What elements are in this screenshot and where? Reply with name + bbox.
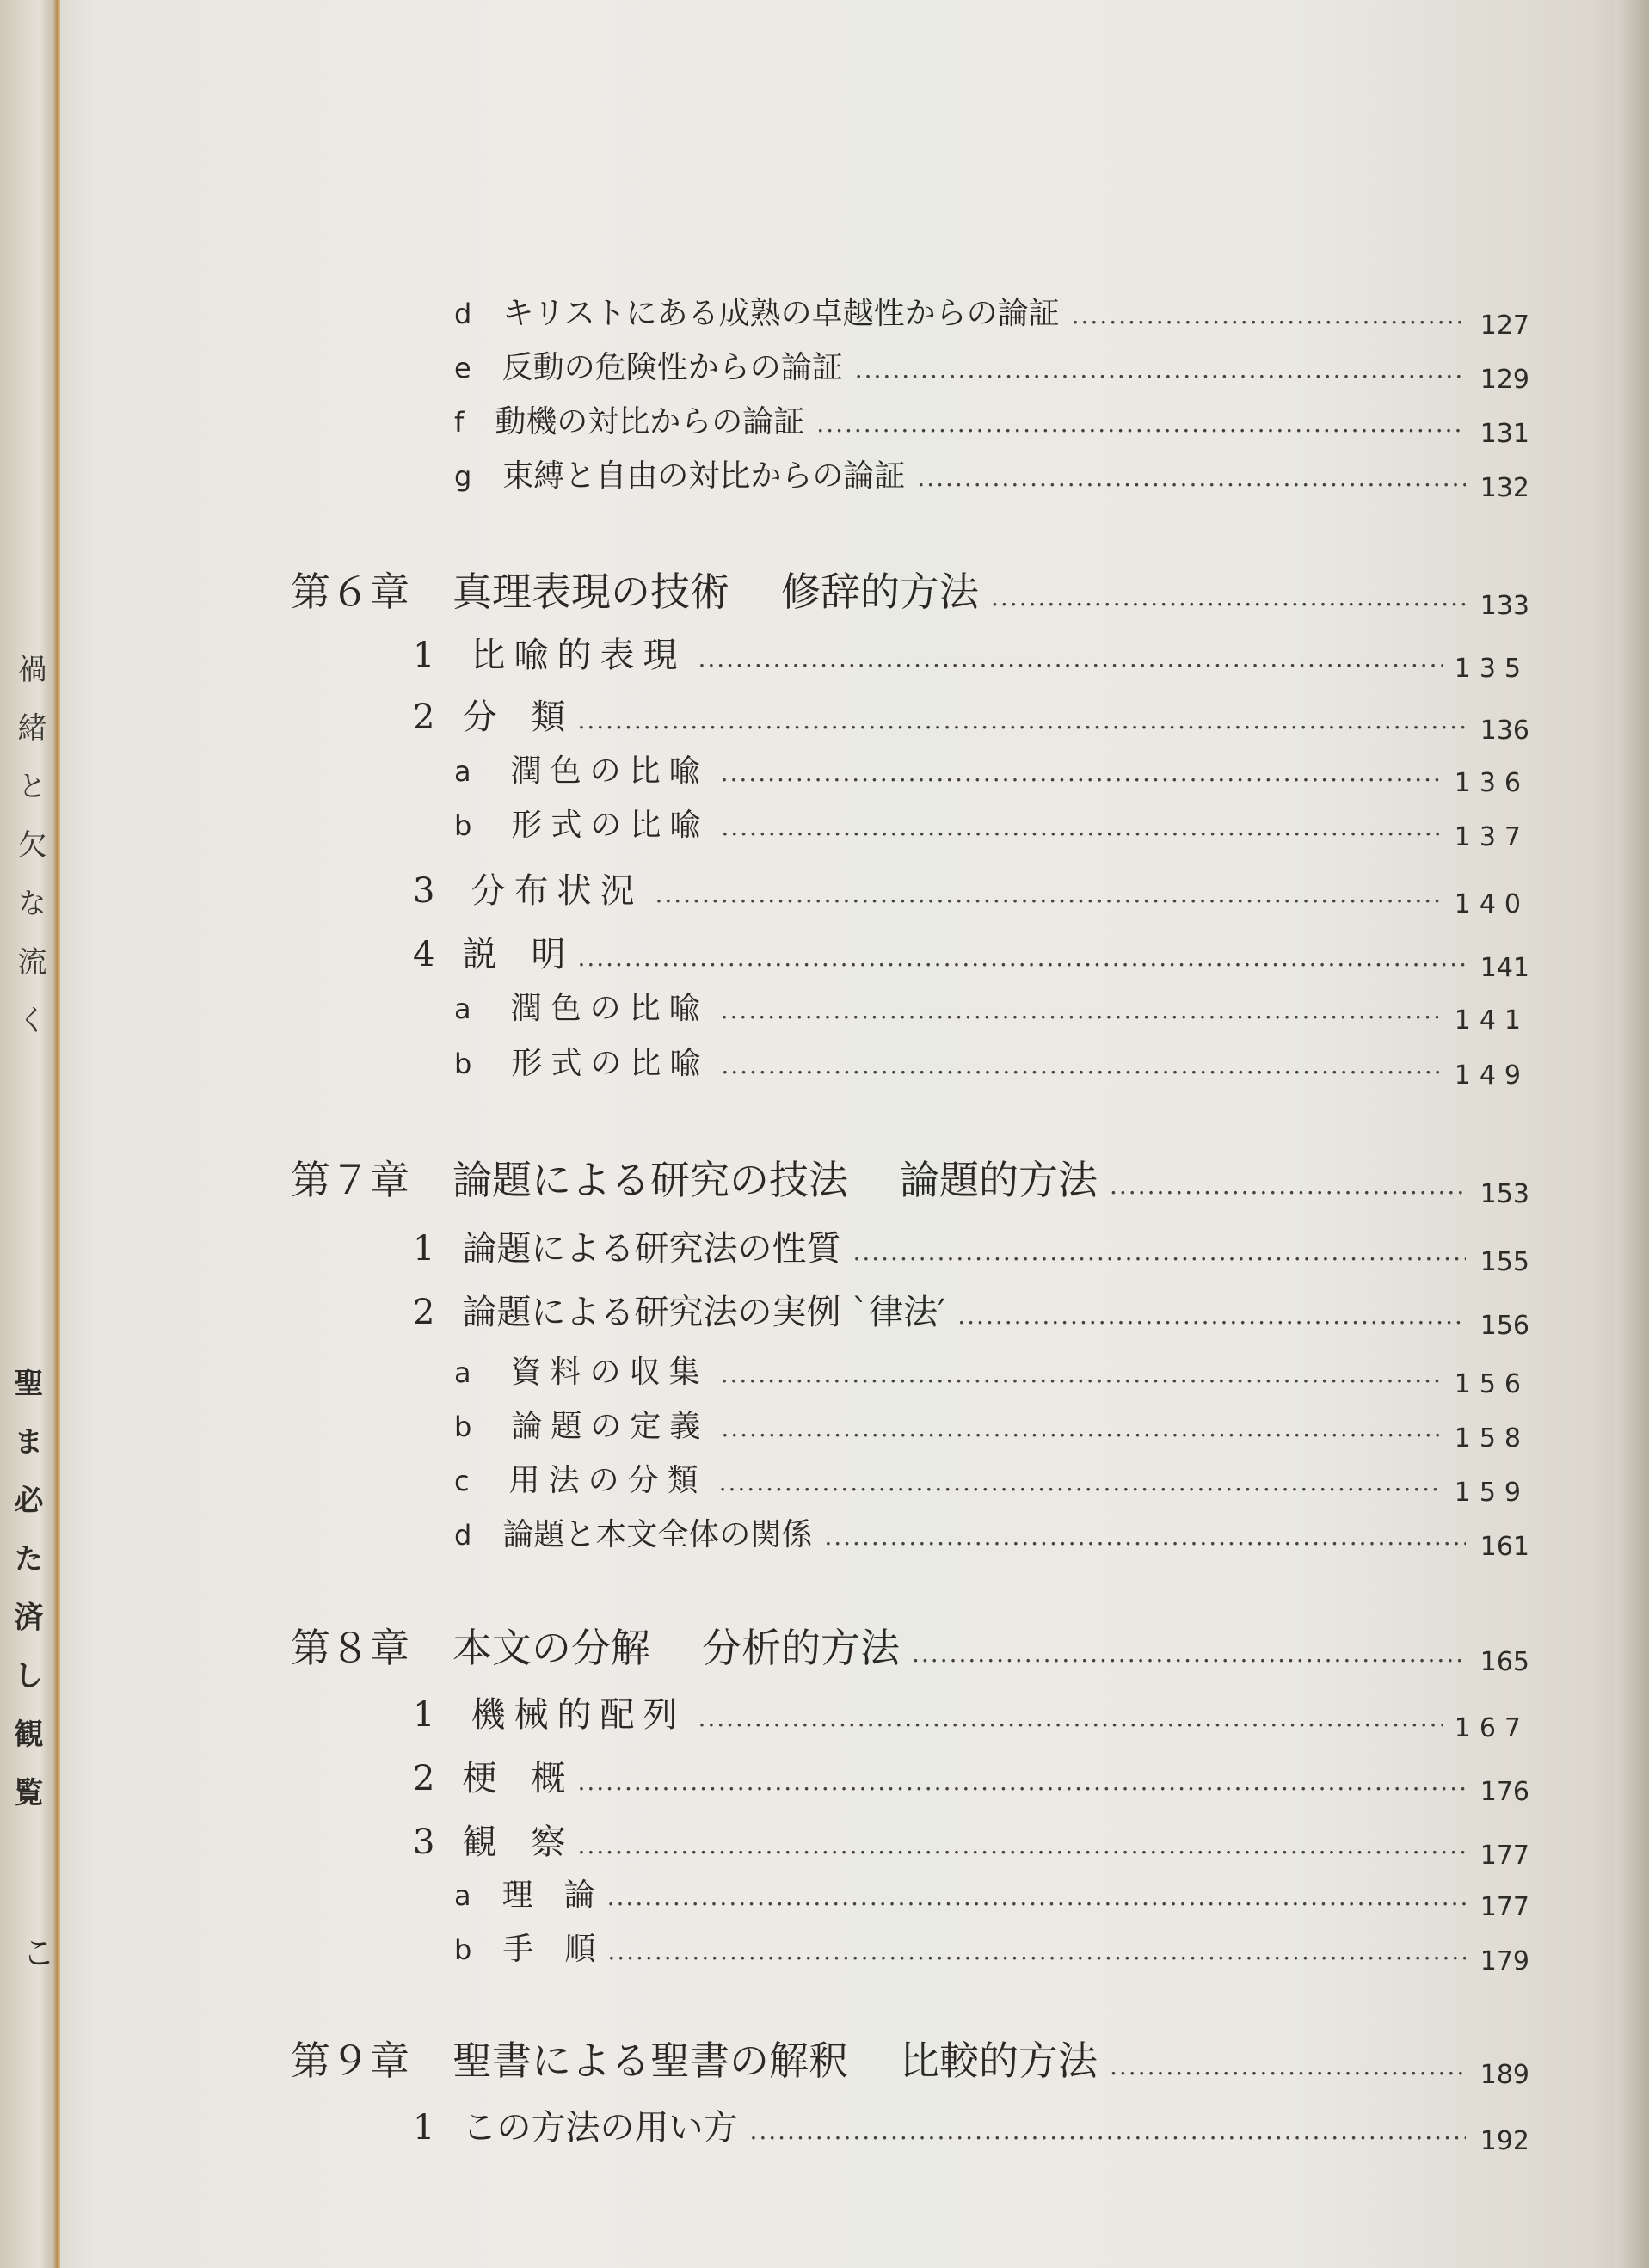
dot-leader	[1110, 2052, 1466, 2081]
toc-title: 観 察	[462, 1822, 566, 1862]
dot-leader	[577, 706, 1466, 734]
toc-marker: b	[454, 809, 481, 842]
page-number: 129	[1480, 365, 1529, 395]
toc-title: 理 論	[501, 1878, 595, 1913]
toc-entry	[413, 2100, 1529, 2156]
toc-title: この方法の用い方	[462, 2108, 738, 2148]
toc-entry	[454, 1510, 1529, 1562]
page-number: 133	[1480, 591, 1529, 621]
page-number: 136	[1480, 716, 1529, 746]
page-number: 153	[1480, 1179, 1529, 1209]
toc-entry	[454, 1925, 1529, 1976]
dot-leader	[577, 943, 1466, 972]
page-number: 161	[1480, 1532, 1529, 1562]
dot-leader	[855, 355, 1466, 384]
toc-marker: 1	[413, 636, 444, 675]
toc-entry	[454, 1039, 1529, 1091]
toc-title: 論題と本文全体の関係	[502, 1517, 813, 1552]
page-number: 135	[1454, 654, 1529, 684]
chapter-heading	[291, 1617, 1529, 1677]
dot-leader	[721, 1360, 1443, 1388]
page-number: 177	[1480, 1892, 1529, 1922]
toc-marker: 3	[413, 1822, 435, 1862]
toc-marker: b	[454, 1933, 472, 1966]
toc-entry	[413, 1221, 1529, 1277]
toc-entry	[454, 1348, 1529, 1399]
toc-marker: g	[454, 460, 472, 493]
page-number: 141	[1454, 1005, 1529, 1036]
dot-leader	[698, 1704, 1442, 1732]
toc-marker: 4	[413, 935, 435, 974]
dot-leader	[719, 1468, 1443, 1497]
chapter-number: 第６章	[291, 569, 409, 615]
toc-marker: a	[454, 993, 480, 1025]
toc-marker: b	[454, 1411, 481, 1443]
toc-entry	[413, 628, 1529, 684]
chapter-subtitle: 論題的方法	[900, 1157, 1098, 1203]
dot-leader	[655, 880, 1442, 908]
toc-entry	[454, 1456, 1529, 1508]
page-number: 179	[1480, 1946, 1529, 1976]
chapter-title: 論題による研究の技法	[452, 1157, 848, 1203]
dot-leader	[721, 1414, 1442, 1442]
dot-leader	[577, 1767, 1466, 1796]
page-number: 136	[1454, 768, 1529, 798]
toc-entry	[413, 864, 1529, 919]
chapter-heading	[291, 2030, 1529, 2090]
toc-marker: c	[454, 1465, 478, 1497]
page-number: 167	[1454, 1713, 1529, 1743]
page-number: 165	[1480, 1647, 1529, 1677]
chapter-title: 本文の分解	[452, 1625, 650, 1671]
left-page-text-fragment: こ	[22, 1934, 56, 1972]
toc-entry	[413, 1687, 1529, 1743]
chapter-subtitle: 修辞的方法	[781, 569, 979, 615]
dot-leader	[749, 2117, 1466, 2145]
page-number: 131	[1480, 419, 1529, 449]
dot-leader	[577, 1831, 1466, 1859]
page-number: 158	[1454, 1423, 1529, 1454]
page-number: 177	[1480, 1841, 1529, 1871]
page-number: 192	[1480, 2126, 1529, 2156]
toc-entry	[413, 690, 1529, 746]
toc-marker: 1	[413, 1229, 435, 1269]
toc-marker: d	[454, 1519, 472, 1552]
chapter-heading	[291, 1149, 1529, 1209]
dot-leader	[1110, 1171, 1466, 1200]
page-number: 156	[1480, 1311, 1529, 1341]
toc-title: 分 類	[462, 698, 566, 737]
chapter-title: 真理表現の技術	[452, 569, 729, 615]
toc-title: 手 順	[502, 1932, 596, 1967]
dot-leader	[912, 1639, 1466, 1668]
toc-marker: 2	[413, 698, 435, 737]
page-number: 159	[1454, 1478, 1529, 1508]
dot-leader	[816, 409, 1466, 438]
dot-leader	[607, 1883, 1466, 1911]
page-number: 127	[1480, 310, 1529, 341]
page-number: 141	[1480, 953, 1529, 983]
toc-title: 潤色の比喩	[510, 753, 709, 789]
toc-entry	[454, 289, 1529, 341]
toc-entry	[454, 452, 1529, 503]
toc-entry	[454, 747, 1529, 798]
toc-marker: 2	[413, 1293, 435, 1332]
toc-title: 形式の比喩	[511, 808, 710, 843]
left-page-text-fragment: 禍 緒 と 欠 な 流 く	[12, 654, 46, 1034]
toc-title: 分布状況	[471, 871, 643, 911]
dot-leader	[698, 644, 1442, 673]
toc-marker: 1	[413, 1695, 444, 1735]
toc-marker: 3	[413, 871, 444, 911]
toc-marker: 1	[413, 2108, 435, 2148]
dot-leader	[721, 813, 1442, 841]
dot-leader	[824, 1522, 1466, 1551]
dot-leader	[1072, 301, 1466, 329]
toc-title: 論題の定義	[511, 1409, 710, 1444]
toc-title: 論題による研究法の性質	[462, 1229, 841, 1269]
chapter-number: 第７章	[291, 1157, 409, 1203]
toc-title: 機械的配列	[471, 1695, 686, 1735]
page-number: 132	[1480, 473, 1529, 503]
toc-title: キリストにある成熟の卓越性からの論証	[502, 296, 1060, 331]
page-number: 155	[1480, 1247, 1529, 1277]
dot-leader	[607, 1937, 1466, 1965]
toc-marker: a	[454, 1879, 471, 1912]
chapter-number: 第９章	[291, 2038, 409, 2084]
page-number: 176	[1480, 1777, 1529, 1807]
toc-entry	[413, 1751, 1529, 1807]
toc-title: 比喩的表現	[471, 636, 686, 675]
left-page-text-fragment: 聖 ま 必 た 済 し 観 覧	[9, 1368, 43, 1806]
toc-title: 動機の対比からの論証	[495, 404, 805, 439]
toc-marker: f	[454, 406, 465, 439]
page-number: 156	[1454, 1369, 1529, 1399]
toc-title: 梗 概	[462, 1759, 566, 1798]
toc-entry	[454, 984, 1529, 1036]
chapter-subtitle: 比較的方法	[900, 2038, 1098, 2084]
page-stack-edge	[1615, 0, 1649, 2268]
chapter-heading	[291, 561, 1529, 621]
toc-marker: b	[454, 1048, 481, 1080]
toc-entry	[454, 1402, 1529, 1454]
chapter-subtitle: 分析的方法	[702, 1625, 900, 1671]
page-number: 140	[1454, 889, 1529, 919]
toc-entry	[413, 927, 1529, 983]
chapter-number: 第８章	[291, 1625, 409, 1671]
dot-leader	[721, 759, 1443, 787]
toc-title: 用法の分類	[508, 1463, 707, 1498]
toc-title: 反動の危険性からの論証	[501, 350, 843, 385]
toc-entry	[454, 343, 1529, 395]
dot-leader	[957, 1301, 1466, 1330]
toc-marker: d	[454, 298, 472, 330]
toc-marker: 2	[413, 1759, 435, 1798]
toc-entry	[454, 397, 1529, 449]
toc-marker: a	[454, 1356, 480, 1389]
toc-title: 資料の収集	[510, 1355, 709, 1390]
chapter-title: 聖書による聖書の解釈	[452, 2038, 848, 2084]
toc-title: 論題による研究法の実例 `律法′	[462, 1293, 946, 1332]
toc-entry	[413, 1285, 1529, 1341]
toc-title: 潤色の比喩	[510, 991, 709, 1026]
dot-leader	[721, 1051, 1442, 1079]
toc-title: 説 明	[462, 935, 566, 974]
page-number: 149	[1454, 1060, 1529, 1091]
dot-leader	[852, 1238, 1466, 1266]
toc-marker: a	[454, 755, 480, 788]
toc-entry	[454, 1871, 1529, 1922]
toc-marker: e	[454, 352, 471, 384]
toc-title: 形式の比喩	[511, 1046, 710, 1081]
toc-title: 束縛と自由の対比からの論証	[502, 458, 906, 494]
page-number: 137	[1454, 822, 1529, 852]
dot-leader	[721, 996, 1443, 1024]
toc-entry	[454, 801, 1529, 852]
dot-leader	[991, 583, 1466, 612]
toc-entry	[413, 1815, 1529, 1871]
dot-leader	[917, 464, 1466, 492]
page-number: 189	[1480, 2060, 1529, 2090]
